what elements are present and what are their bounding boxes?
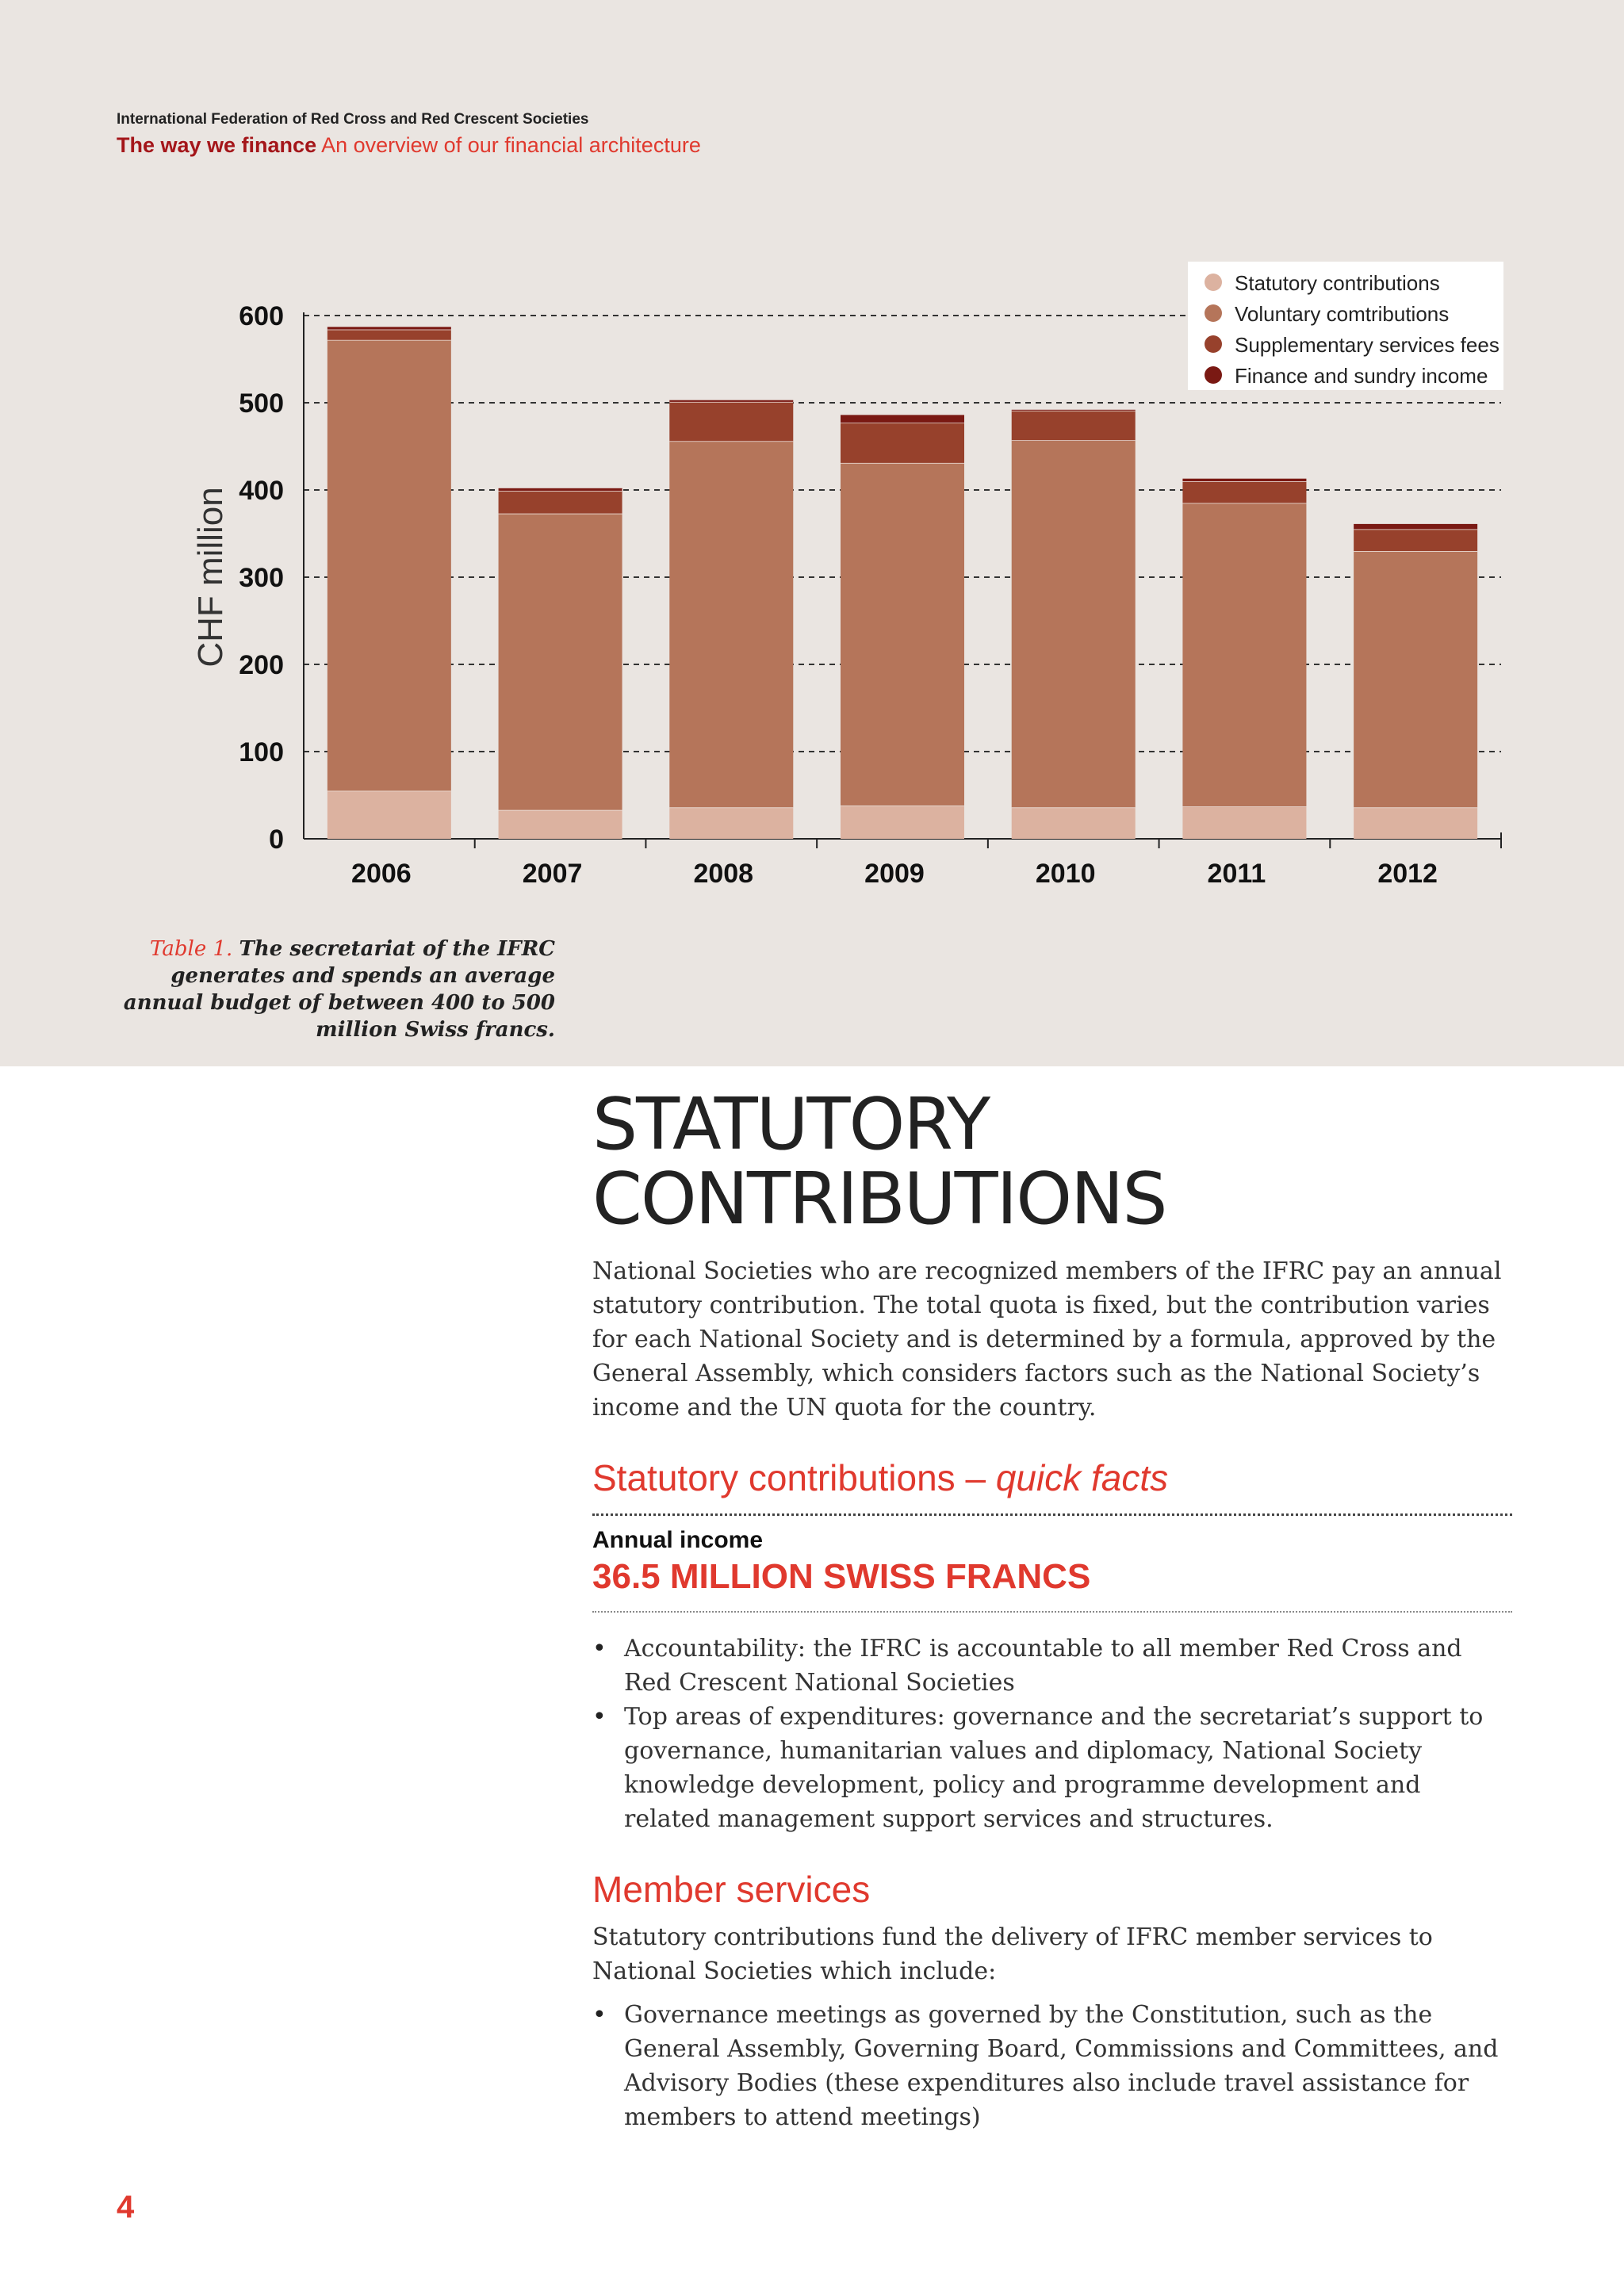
legend-swatch: [1205, 304, 1222, 322]
bar-segment: [1012, 440, 1136, 807]
bar-segment: [669, 807, 793, 839]
quick-facts-emphasis: quick facts: [995, 1457, 1169, 1498]
list-item: • Governance meetings as governed by the Constitution, such as the General Assembly, Governing Board, Commissions and Committees, and Advisory Bodies (these expenditures also include travel assistance for members to attend meetings): [592, 1998, 1512, 2134]
caption-text: The secretariat of the IFRC generates and spends an average annual budget of between 400 to 500 million Swiss francs.: [123, 937, 555, 1042]
org-name: International Federation of Red Cross and Red Crescent Societies: [117, 111, 589, 128]
divider: [592, 1513, 1512, 1516]
quick-facts-title: Statutory contributions –: [592, 1457, 986, 1498]
member-services-intro: Statutory contributions fund the delivery of IFRC member services to National Societies which include:: [592, 1923, 1433, 1985]
annual-income-value: 36.5 MILLION SWISS FRANCS: [592, 1557, 1091, 1596]
bar-segment: [1182, 479, 1306, 481]
bar-segment: [1354, 807, 1477, 839]
x-tick-label: 2012: [1377, 859, 1438, 889]
bar-segment: [499, 514, 622, 810]
legend-swatch: [1205, 366, 1222, 384]
legend-label: Finance and sundry income: [1235, 364, 1488, 388]
x-tick-label: 2006: [351, 859, 412, 889]
x-tick-label: 2009: [864, 859, 925, 889]
page-number: 4: [117, 2190, 135, 2225]
legend-label: Voluntary comtributions: [1235, 302, 1450, 326]
doc-title-main: The way we finance: [117, 133, 317, 157]
bar-segment: [669, 441, 793, 807]
bar-segment: [1012, 411, 1136, 440]
bar-segment: [1012, 807, 1136, 839]
bar-segment: [499, 810, 622, 839]
bar-segment: [1182, 481, 1306, 503]
quick-facts-heading: [592, 1456, 1512, 1499]
bar-segment: [499, 488, 622, 491]
bar-segment: [327, 791, 451, 840]
chart-caption: [103, 936, 555, 1043]
y-tick-label: 200: [239, 650, 284, 680]
section-title-line1: STATUTORY: [592, 1083, 990, 1166]
bar-segment: [841, 806, 964, 839]
divider: [592, 1611, 1512, 1613]
bar-segment: [499, 491, 622, 514]
member-services-list: [592, 1998, 1512, 2134]
y-axis-label: CHF million: [191, 487, 230, 668]
y-tick-label: 500: [239, 388, 284, 419]
legend-label: Statutory contributions: [1235, 271, 1440, 295]
bar-segment: [1354, 524, 1477, 530]
list-item: • Accountability: the IFRC is accountable to all member Red Cross and Red Crescent National Societies: [592, 1632, 1512, 1700]
x-tick-label: 2007: [522, 859, 583, 889]
bar-segment: [1354, 551, 1477, 807]
x-tick-label: 2010: [1035, 859, 1096, 889]
member-services-heading: Member services: [592, 1869, 871, 1910]
bar-segment: [1012, 410, 1136, 411]
list-item: • Top areas of expenditures: governance and the secretariat’s support to governance, humanitarian values and diplomacy, National Society knowledge development, policy and programme development and related management support services and structures.: [592, 1700, 1512, 1836]
y-tick-label: 0: [269, 825, 284, 855]
bar-segment: [841, 423, 964, 463]
legend-label: Supplementary services fees: [1235, 333, 1500, 357]
annual-income-label: Annual income: [592, 1527, 764, 1553]
y-tick-label: 300: [239, 563, 284, 593]
x-tick-label: 2011: [1207, 859, 1266, 889]
section-title-line2: CONTRIBUTIONS: [592, 1158, 1166, 1241]
y-tick-label: 100: [239, 737, 284, 767]
bar-segment: [1354, 530, 1477, 552]
main-content: [592, 1083, 1512, 2134]
doc-title: [117, 133, 701, 158]
legend-swatch: [1205, 274, 1222, 291]
y-tick-label: 400: [239, 476, 284, 506]
bar-segment: [1182, 806, 1306, 839]
y-tick-label: 600: [239, 301, 284, 331]
caption-label: Table 1.: [150, 937, 233, 961]
quick-facts-list: [592, 1632, 1512, 1836]
bar-segment: [669, 402, 793, 442]
stacked-bar-chart: [0, 238, 1624, 920]
bar-segment: [841, 463, 964, 806]
bar-segment: [841, 415, 964, 423]
bar-segment: [327, 340, 451, 791]
legend-swatch: [1205, 335, 1222, 353]
bar-segment: [1182, 503, 1306, 807]
bar-segment: [327, 327, 451, 329]
intro-paragraph: National Societies who are recognized members of the IFRC pay an annual statutory contribution. The total quota is fixed, but the contribution varies for each National Society and is determined by a formula, approved by the General Assembly, which considers factors such as the National Society’s income and the UN quota for the country.: [592, 1257, 1502, 1422]
bar-segment: [327, 330, 451, 340]
x-tick-label: 2008: [693, 859, 754, 889]
bar-segment: [669, 400, 793, 402]
section-title: [592, 1083, 1512, 1241]
doc-title-sub: An overview of our financial architecture: [321, 133, 701, 157]
